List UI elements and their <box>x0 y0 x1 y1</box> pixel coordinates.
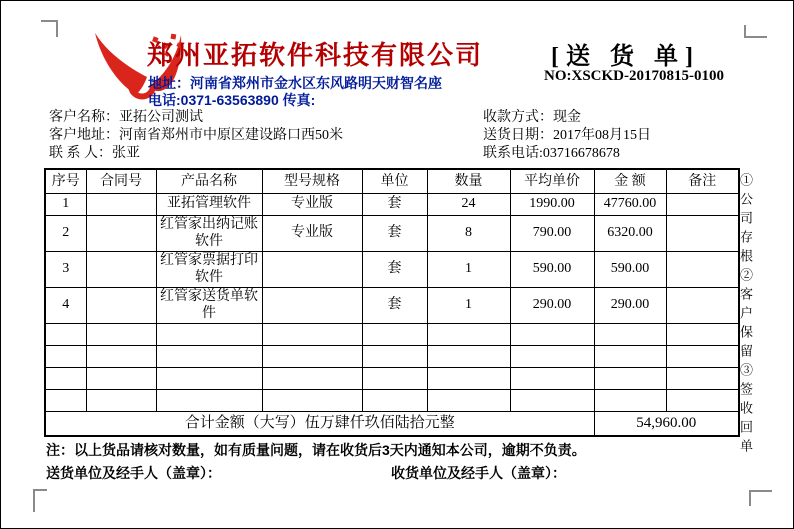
cell-remark <box>666 193 739 215</box>
col-header-contract: 合同号 <box>86 169 156 193</box>
delivery-date-value: 2017年08月15日 <box>553 128 651 143</box>
crop-mark-top-right <box>744 25 767 38</box>
customer-address-value: 河南省郑州市中原区建设路口西50米 <box>119 128 343 143</box>
table-header-row <box>45 169 739 193</box>
cell-unit: 套 <box>362 251 427 287</box>
empty-cell <box>510 389 594 411</box>
customer-name-label: 客户名称： <box>49 110 119 125</box>
cell-amount: 290.00 <box>594 287 666 323</box>
customer-contact-label: 联 系 人： <box>49 146 112 161</box>
cell-product: 红管家送货单软件 <box>156 287 262 323</box>
document-title: [送 货 单] <box>551 44 700 70</box>
empty-cell <box>510 367 594 389</box>
cell-product: 红管家票据打印软件 <box>156 251 262 287</box>
sender-signature-label: 送货单位及经手人（盖章）： <box>46 465 221 481</box>
company-phone: 电话:0371-63563890 传真: <box>148 92 316 108</box>
empty-cell <box>262 345 362 367</box>
cell-unit: 套 <box>362 215 427 251</box>
cell-no: 4 <box>45 287 86 323</box>
empty-cell <box>362 323 427 345</box>
delivery-date-label: 送货日期： <box>483 128 553 143</box>
crop-mark-bottom-right <box>749 490 772 506</box>
empty-cell <box>362 345 427 367</box>
delivery-date-line <box>483 124 651 144</box>
company-address: 地址：河南省郑州市金水区东风路明天财智名座 <box>148 75 442 91</box>
cell-price: 790.00 <box>510 215 594 251</box>
payment-method-label: 收款方式： <box>483 110 553 125</box>
empty-cell <box>156 367 262 389</box>
receiver-signature-label: 收货单位及经手人（盖章）： <box>391 465 566 481</box>
cell-qty: 1 <box>427 287 510 323</box>
empty-cell <box>427 389 510 411</box>
empty-cell <box>362 389 427 411</box>
empty-cell <box>427 323 510 345</box>
total-amount-value: 54,960.00 <box>594 411 739 436</box>
empty-cell <box>86 367 156 389</box>
cell-contract <box>86 287 156 323</box>
customer-address-label: 客户地址： <box>49 128 119 143</box>
empty-row <box>45 323 739 345</box>
cell-amount: 6320.00 <box>594 215 666 251</box>
empty-cell <box>594 367 666 389</box>
cell-contract <box>86 193 156 215</box>
empty-cell <box>156 345 262 367</box>
cell-remark <box>666 251 739 287</box>
cell-unit: 套 <box>362 287 427 323</box>
empty-cell <box>262 389 362 411</box>
payment-method-line <box>483 106 581 126</box>
cell-spec <box>262 251 362 287</box>
items-table <box>44 168 740 437</box>
customer-name-line <box>49 106 203 126</box>
total-amount-in-words: 合计金额（大写）伍万肆仟玖佰陆拾元整 <box>45 411 594 436</box>
crop-mark-bottom-left <box>33 489 47 512</box>
cell-price: 290.00 <box>510 287 594 323</box>
contact-phone-value: 03716678678 <box>542 146 620 161</box>
empty-row <box>45 345 739 367</box>
empty-cell <box>666 389 739 411</box>
quality-check-note: 注：以上货品请核对数量，如有质量问题，请在收货后3天内通知本公司，逾期不负责。 <box>46 442 586 458</box>
empty-cell <box>666 323 739 345</box>
cell-amount: 47760.00 <box>594 193 666 215</box>
empty-cell <box>45 367 86 389</box>
empty-cell <box>666 345 739 367</box>
cell-price: 1990.00 <box>510 193 594 215</box>
contact-phone-label: 联系电话: <box>483 146 543 161</box>
table-row <box>45 251 739 287</box>
cell-contract <box>86 251 156 287</box>
cell-remark <box>666 215 739 251</box>
cell-qty: 1 <box>427 251 510 287</box>
cell-contract <box>86 215 156 251</box>
col-header-product: 产品名称 <box>156 169 262 193</box>
empty-cell <box>427 367 510 389</box>
empty-cell <box>156 389 262 411</box>
col-header-no: 序号 <box>45 169 86 193</box>
table-row <box>45 193 739 215</box>
cell-product: 亚拓管理软件 <box>156 193 262 215</box>
empty-cell <box>594 323 666 345</box>
empty-cell <box>86 389 156 411</box>
crop-mark-top-left <box>41 20 58 37</box>
empty-cell <box>666 367 739 389</box>
col-header-amount: 金 额 <box>594 169 666 193</box>
empty-row <box>45 367 739 389</box>
empty-cell <box>156 323 262 345</box>
col-header-unit: 单位 <box>362 169 427 193</box>
empty-cell <box>45 345 86 367</box>
col-header-qty: 数量 <box>427 169 510 193</box>
empty-row <box>45 389 739 411</box>
cell-qty: 8 <box>427 215 510 251</box>
cell-remark <box>666 287 739 323</box>
cell-spec <box>262 287 362 323</box>
customer-name-value: 亚拓公司测试 <box>119 110 203 125</box>
col-header-price: 平均单价 <box>510 169 594 193</box>
empty-cell <box>45 389 86 411</box>
cell-unit: 套 <box>362 193 427 215</box>
cell-no: 3 <box>45 251 86 287</box>
payment-method-value: 现金 <box>553 110 581 125</box>
cell-qty: 24 <box>427 193 510 215</box>
empty-cell <box>427 345 510 367</box>
empty-cell <box>86 323 156 345</box>
company-name: 郑州亚拓软件科技有限公司 <box>147 41 484 70</box>
empty-cell <box>45 323 86 345</box>
cell-spec: 专业版 <box>262 193 362 215</box>
total-row <box>45 411 739 436</box>
cell-product: 红管家出纳记账软件 <box>156 215 262 251</box>
empty-cell <box>86 345 156 367</box>
cell-no: 2 <box>45 215 86 251</box>
cell-amount: 590.00 <box>594 251 666 287</box>
table-row <box>45 287 739 323</box>
empty-cell <box>362 367 427 389</box>
customer-contact-line <box>49 142 140 162</box>
table-row <box>45 215 739 251</box>
document-number: NO:XSCKD-20170815-0100 <box>544 68 724 84</box>
empty-cell <box>262 367 362 389</box>
contact-phone-line <box>483 142 620 162</box>
empty-cell <box>510 323 594 345</box>
customer-contact-value: 张亚 <box>112 146 140 161</box>
customer-address-line <box>49 124 343 144</box>
cell-price: 590.00 <box>510 251 594 287</box>
cell-no: 1 <box>45 193 86 215</box>
empty-cell <box>594 389 666 411</box>
empty-cell <box>510 345 594 367</box>
empty-cell <box>262 323 362 345</box>
col-header-remark: 备注 <box>666 169 739 193</box>
copy-distribution-note: ①公司存根②客户保留③签收回单 <box>738 173 753 458</box>
cell-spec: 专业版 <box>262 215 362 251</box>
col-header-spec: 型号规格 <box>262 169 362 193</box>
empty-cell <box>594 345 666 367</box>
